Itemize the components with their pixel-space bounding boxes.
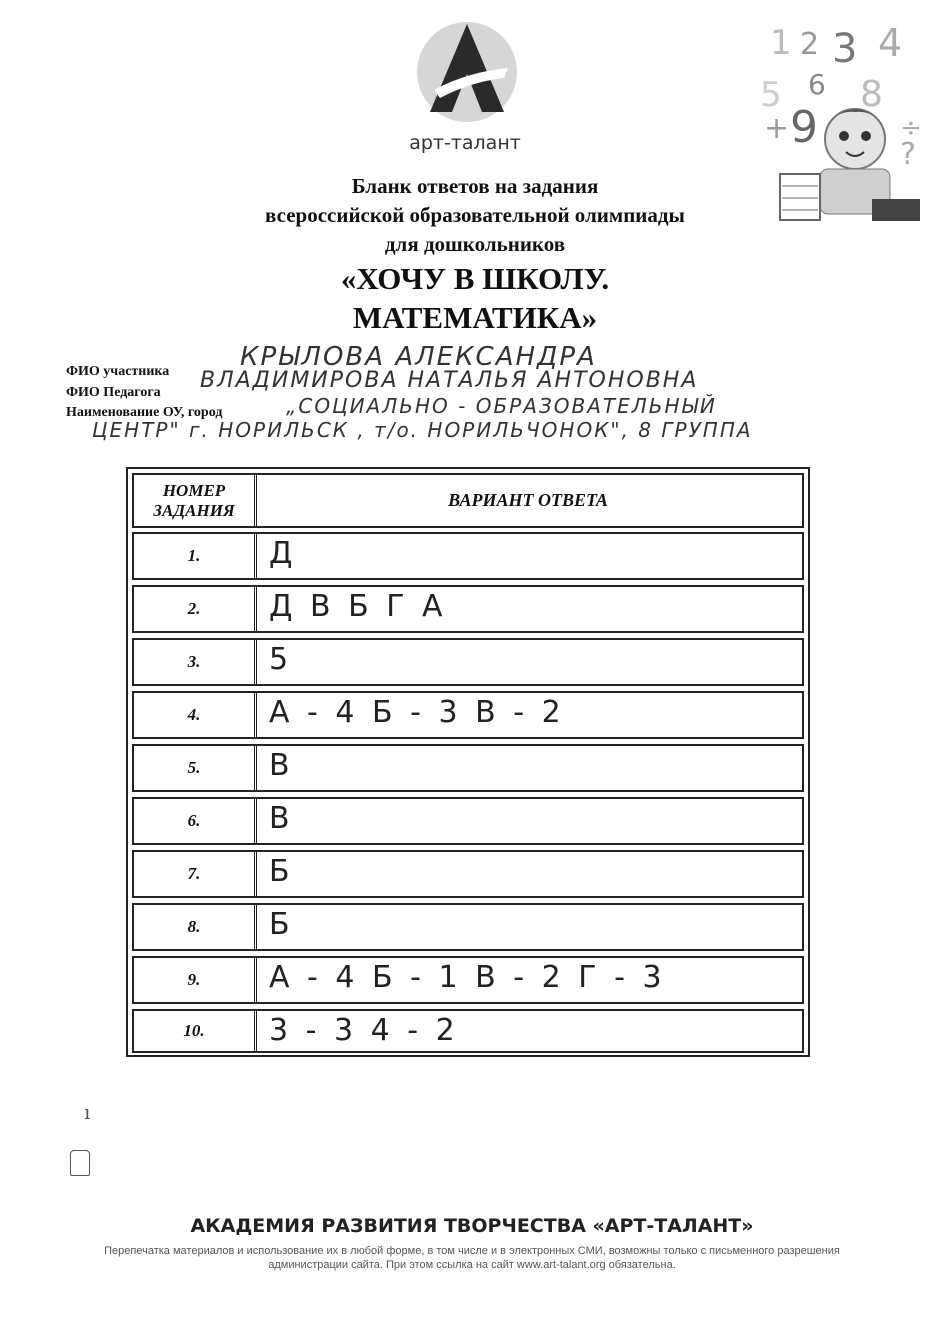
task-number: 5. <box>134 746 257 790</box>
table-row <box>132 532 804 580</box>
form-heading <box>120 172 830 337</box>
task-number: 10. <box>134 1011 257 1051</box>
table-row <box>132 903 804 951</box>
table-row <box>132 956 804 1004</box>
svg-text:4: 4 <box>878 21 903 65</box>
svg-text:1: 1 <box>770 23 792 63</box>
svg-text:5: 5 <box>760 75 782 115</box>
answer-table <box>126 467 810 1057</box>
participant-label: ФИО участника <box>66 364 170 379</box>
answer-value[interactable]: 3 - 3 4 - 2 <box>269 1013 459 1048</box>
table-row <box>132 638 804 686</box>
svg-text:8: 8 <box>860 74 883 115</box>
task-number: 6. <box>134 799 257 843</box>
svg-text:9: 9 <box>790 102 818 153</box>
table-row <box>132 744 804 792</box>
organization-value-2: ЦЕНТР" г. НОРИЛЬСК , т/о. НОРИЛЬЧОНОК", 8 ГРУППА <box>92 418 753 442</box>
teacher-name: ВЛАДИМИРОВА НАТАЛЬЯ АНТОНОВНА <box>200 368 699 393</box>
task-number: 1. <box>134 534 257 578</box>
table-row <box>132 691 804 739</box>
answer-value[interactable]: В <box>269 801 294 836</box>
svg-text:2: 2 <box>800 27 820 62</box>
participant-name: КРЫЛОВА АЛЕКСАНДРА <box>240 342 597 372</box>
footer-title: АКАДЕМИЯ РАЗВИТИЯ ТВОРЧЕСТВА «АРТ-ТАЛАНТ» <box>190 1215 754 1237</box>
svg-text:÷: ÷ <box>900 113 922 143</box>
answer-value[interactable]: Д В Б Г А <box>269 589 447 624</box>
heading-line-3: для дошкольников <box>384 232 566 256</box>
answer-value[interactable]: Б <box>269 854 294 889</box>
organization-label: Наименование ОУ, город <box>66 405 223 420</box>
answer-value[interactable]: 5 <box>269 642 293 677</box>
answer-value[interactable]: А - 4 Б - 1 В - 2 Г - 3 <box>269 960 666 995</box>
answer-value[interactable]: Д <box>269 536 297 571</box>
pencil-mark: ı <box>84 1100 91 1124</box>
header-task-number: НОМЕР ЗАДАНИЯ <box>134 475 257 526</box>
teacher-label: ФИО Педагога <box>66 385 161 400</box>
answer-value[interactable]: В <box>269 748 294 783</box>
task-number: 8. <box>134 905 257 949</box>
svg-text:?: ? <box>900 137 916 172</box>
task-number: 7. <box>134 852 257 896</box>
pencil-mark-box <box>70 1150 90 1176</box>
olympiad-title-1: «ХОЧУ В ШКОЛУ. <box>340 261 610 296</box>
footer-note: Перепечатка материалов и использование их в любой форме, в том числе и в электронных СМИ, возможны только с письменного разрешения администрации сайта. При этом ссылка на сайт www.art-talant.org обязательна. <box>104 1245 840 1271</box>
table-row <box>132 850 804 898</box>
svg-text:6: 6 <box>808 68 826 101</box>
table-row <box>132 797 804 845</box>
organization-value-1: „СОЦИАЛЬНО - ОБРАЗОВАТЕЛЬНЫЙ <box>286 394 717 418</box>
svg-text:3: 3 <box>832 26 858 72</box>
brand-name: арт-талант <box>409 132 521 154</box>
heading-line-2: всероссийской образовательной олимпиады <box>265 203 685 227</box>
answer-value[interactable]: Б <box>269 907 294 942</box>
table-header <box>132 473 804 528</box>
svg-text:+: + <box>764 111 790 146</box>
table-row <box>132 585 804 633</box>
art-talant-logo-icon <box>412 12 522 132</box>
heading-line-1: Бланк ответов на задания <box>351 174 599 198</box>
task-number: 3. <box>134 640 257 684</box>
task-number: 2. <box>134 587 257 631</box>
task-number: 9. <box>134 958 257 1002</box>
olympiad-title-2: МАТЕМАТИКА» <box>352 300 598 335</box>
header-answer-variant: ВАРИАНТ ОТВЕТА <box>448 490 608 510</box>
table-row <box>132 1009 804 1053</box>
task-number: 4. <box>134 693 257 737</box>
answer-value[interactable]: А - 4 Б - 3 В - 2 <box>269 695 565 730</box>
